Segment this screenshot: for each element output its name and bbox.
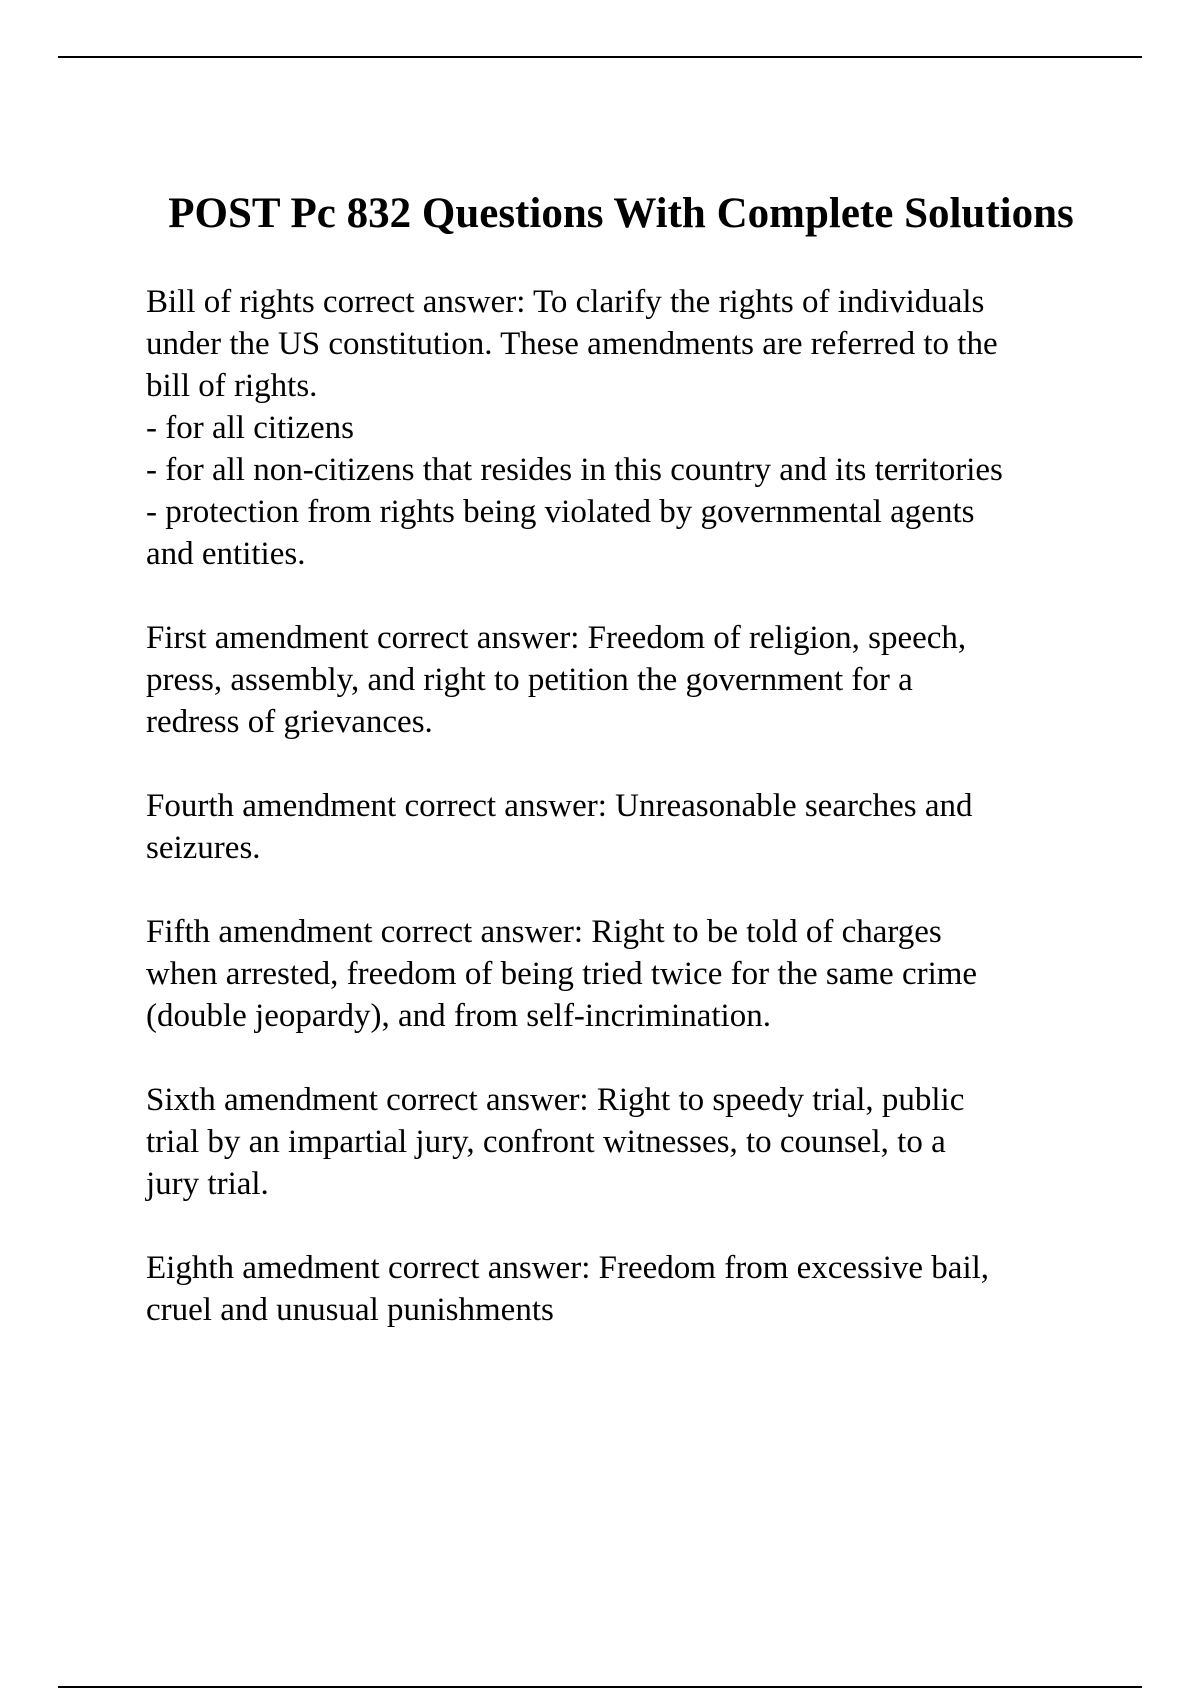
entry-line: when arrested, freedom of being tried twice for the same crime [146, 956, 978, 992]
entry-line: under the US constitution. These amendments are referred to the [146, 326, 998, 362]
document-title: POST Pc 832 Questions With Complete Solutions [168, 190, 1074, 237]
top-rule [58, 56, 1142, 58]
entry-line: jury trial. [146, 1166, 269, 1202]
entry-line: - for all citizens [146, 410, 354, 446]
entry-line: Bill of rights correct answer: To clarify the rights of individuals [146, 284, 985, 320]
entry-first-amendment [146, 617, 1096, 743]
entry-bill-of-rights [146, 281, 1096, 575]
entry-line: Fifth amendment correct answer: Right to be told of charges [146, 914, 942, 950]
entry-line: trial by an impartial jury, confront witnesses, to counsel, to a [146, 1124, 946, 1160]
entry-eighth-amendment [146, 1247, 1096, 1331]
document-body [146, 281, 1096, 1373]
entry-fifth-amendment [146, 911, 1096, 1037]
bottom-rule [58, 1686, 1142, 1688]
entry-sixth-amendment [146, 1079, 1096, 1205]
entry-line: and entities. [146, 536, 306, 572]
entry-line: - for all non-citizens that resides in this country and its territories [146, 452, 1003, 488]
entry-fourth-amendment [146, 785, 1096, 869]
entry-line: First amendment correct answer: Freedom of religion, speech, [146, 620, 967, 656]
entry-line: Sixth amendment correct answer: Right to speedy trial, public [146, 1082, 965, 1118]
entry-line: Fourth amendment correct answer: Unreasonable searches and [146, 788, 973, 824]
entry-line: - protection from rights being violated by governmental agents [146, 494, 975, 530]
entry-line: seizures. [146, 830, 261, 866]
entry-line: (double jeopardy), and from self-incrimination. [146, 998, 771, 1034]
entry-line: press, assembly, and right to petition the government for a [146, 662, 913, 698]
entry-line: redress of grievances. [146, 704, 433, 740]
entry-line: bill of rights. [146, 368, 318, 404]
entry-line: Eighth amedment correct answer: Freedom from excessive bail, [146, 1250, 990, 1286]
entry-line: cruel and unusual punishments [146, 1292, 554, 1328]
